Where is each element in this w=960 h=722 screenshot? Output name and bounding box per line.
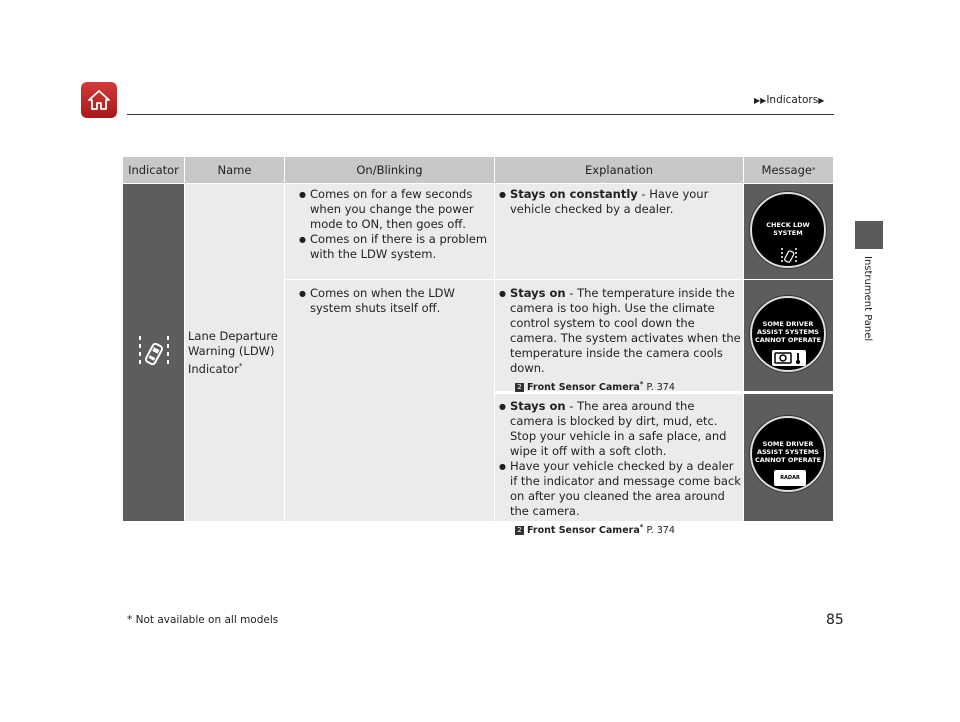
- list-item: ● Comes on for a few seconds when you change the power mode to ON, then goes off.: [299, 187, 491, 232]
- lane-departure-icon: [136, 332, 172, 372]
- message-cell-2: [744, 280, 833, 391]
- reference-arrow-icon: 2: [515, 383, 524, 392]
- list-item: ● Stays on constantly - Have your vehicle checked by a dealer.: [499, 187, 739, 217]
- list-item: ● Stays on - The area around the camera is blocked by dirt, mud, etc. Stop your vehicle in a safe place, and wipe it off with a soft cloth.: [499, 399, 741, 459]
- section-tab-label: Instrument Panel: [862, 256, 873, 342]
- column-header-on-blinking: On/Blinking: [285, 157, 494, 183]
- cross-reference-link[interactable]: 2 Front Sensor Camera* P. 374: [499, 377, 741, 395]
- home-button[interactable]: [81, 82, 117, 118]
- column-header-name: Name: [185, 157, 284, 183]
- reference-arrow-icon: 2: [515, 526, 524, 535]
- list-item: ● Stays on - The temperature inside the camera is too high. Use the climate control system to cool down the camera. The system activates when the temperature inside the camera cools down.: [499, 286, 741, 376]
- driver-assist-message-display: SOME DRIVER ASSIST SYSTEMS CANNOT OPERATE: [750, 296, 826, 372]
- indicator-cell: [123, 184, 184, 521]
- footnote: * Not available on all models: [127, 614, 279, 626]
- explanation-2: [499, 286, 741, 395]
- column-header-explanation: Explanation: [495, 157, 743, 183]
- home-icon: [87, 89, 111, 111]
- camera-temperature-icon: [772, 350, 806, 366]
- explanation-3: [499, 399, 741, 538]
- message-cell-3: [744, 394, 833, 521]
- list-item: ● Have your vehicle checked by a dealer if the indicator and message come back on after you cleaned the area around the camera.: [499, 459, 741, 519]
- header-divider: [127, 114, 834, 115]
- breadcrumb-arrow-icon: ▶▶: [754, 96, 767, 105]
- breadcrumb-label: Indicators: [766, 94, 819, 106]
- cross-reference-link[interactable]: 2 Front Sensor Camera* P. 374: [499, 520, 741, 538]
- page-number: 85: [826, 612, 844, 628]
- lane-departure-icon: [780, 246, 798, 266]
- on-blinking-list-2: [299, 286, 491, 316]
- breadcrumb-arrow-icon: ▶: [818, 96, 825, 105]
- check-ldw-message-display: CHECK LDW SYSTEM: [750, 192, 826, 268]
- section-tab-marker: [855, 221, 883, 249]
- column-header-message: Message *: [744, 157, 833, 183]
- on-blinking-list-1: [299, 187, 491, 262]
- breadcrumb[interactable]: [754, 94, 824, 106]
- list-item: ● Comes on if there is a problem with the LDW system.: [299, 232, 491, 262]
- radar-sensor-icon: RADAR: [774, 470, 806, 486]
- on-blinking-cell-2: [285, 280, 494, 521]
- column-header-indicator: Indicator: [123, 157, 184, 183]
- list-item: ● Comes on when the LDW system shuts itself off.: [299, 286, 491, 316]
- driver-assist-message-display: SOME DRIVER ASSIST SYSTEMS CANNOT OPERATE RADAR: [750, 416, 826, 492]
- indicator-name: Lane Departure Warning (LDW) Indicator*: [188, 329, 278, 376]
- message-cell-1: [744, 184, 833, 279]
- explanation-1: [499, 187, 739, 217]
